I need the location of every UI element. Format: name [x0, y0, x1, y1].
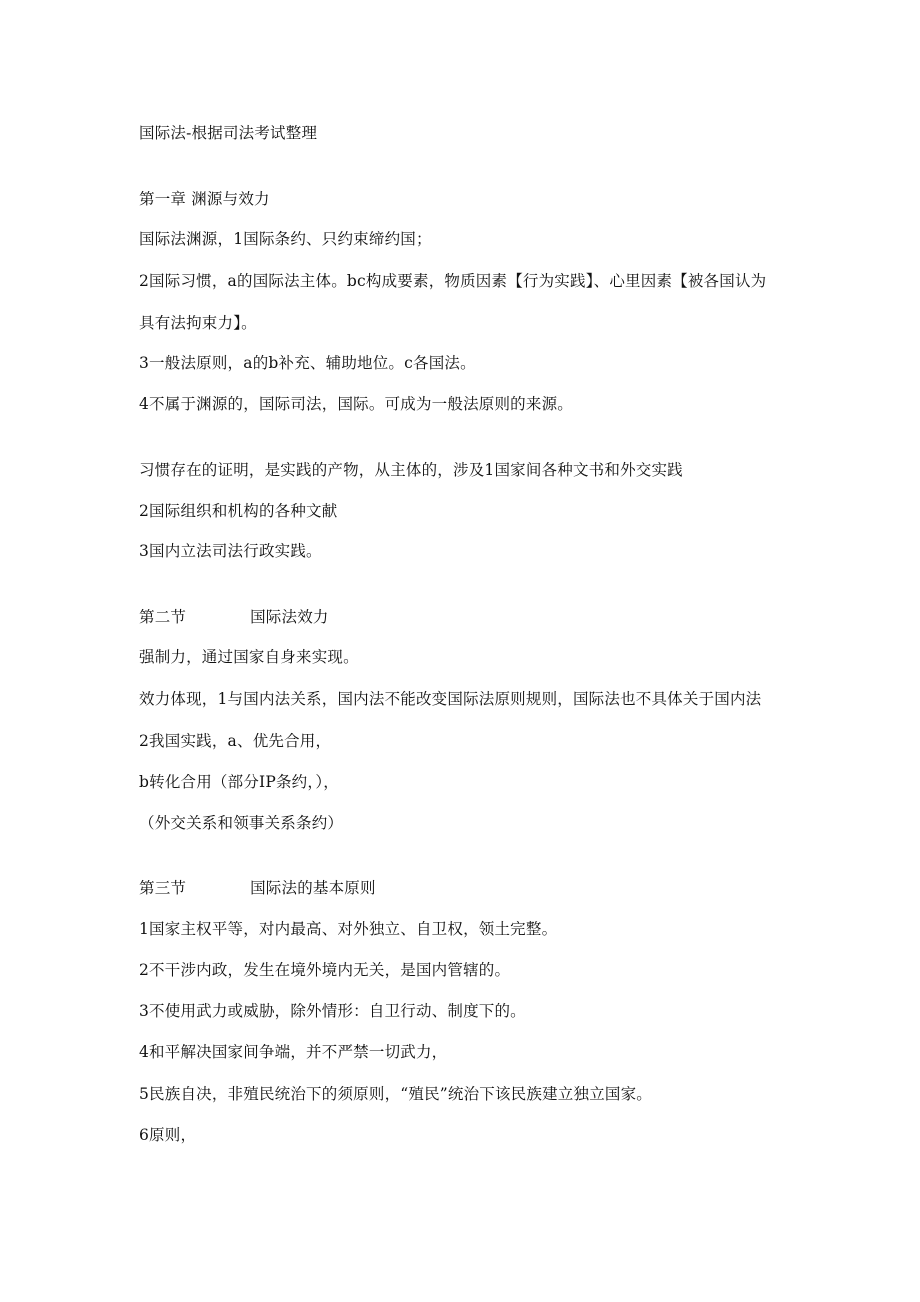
chapter-1-line-5: 4不属于渊源的，国际司法，国际。可成为一般法原则的来源。 [139, 395, 573, 413]
custom-evidence-line-3: 3国内立法司法行政实践。 [139, 542, 322, 560]
section-2-heading [139, 606, 329, 628]
section-3-line-4: 4和平解决国家间争端，并不严禁一切武力， [139, 1043, 448, 1061]
section-2-line-2: 效力体现，1与国内法关系，国内法不能改变国际法原则规则，国际法也不具体关于国内法 [139, 690, 762, 708]
section-2-label: 第二节 [139, 608, 187, 626]
chapter-1-line-3: 具有法拘束力】。 [139, 314, 257, 332]
section-3-line-1: 1国家主权平等，对内最高、对外独立、自卫权，领土完整。 [139, 920, 558, 938]
section-3-line-3: 3不使用武力或威胁，除外情形：自卫行动、制度下的。 [139, 1002, 526, 1020]
section-3-line-2: 2不干涉内政，发生在境外境内无关，是国内管辖的。 [139, 961, 511, 979]
chapter-1-line-4: 3一般法原则，a的b补充、辅助地位。c各国法。 [139, 354, 476, 372]
section-3-line-6: 6原则， [139, 1126, 197, 1144]
section-2-line-5: （外交关系和领事关系条约） [139, 814, 344, 832]
section-2-line-1: 强制力，通过国家自身来实现。 [139, 648, 359, 666]
section-2-line-3: 2我国实践，a、优先合用， [139, 732, 332, 750]
section-2-title: 国际法效力 [250, 608, 329, 626]
custom-evidence-line-2: 2国际组织和机构的各种文献 [139, 502, 338, 520]
chapter-1-heading: 第一章 渊源与效力 [139, 190, 270, 208]
chapter-1-line-2: 2国际习惯，a的国际法主体。bc构成要素，物质因素【行为实践】、心里因素【被各国认为 [139, 272, 767, 290]
section-3-line-5: 5民族自决，非殖民统治下的须原则，“殖民”统治下该民族建立独立国家。 [139, 1085, 653, 1103]
chapter-1-line-1: 国际法渊源，1国际条约、只约束缔约国； [139, 230, 432, 248]
document-title: 国际法-根据司法考试整理 [139, 124, 318, 142]
section-2-line-4: b转化合用（部分IP条约，）， [139, 773, 339, 791]
section-3-heading [139, 877, 376, 899]
section-3-title: 国际法的基本原则 [250, 879, 376, 897]
custom-evidence-line-1: 习惯存在的证明，是实践的产物，从主体的，涉及1国家间各种文书和外交实践 [139, 461, 683, 479]
section-3-label: 第三节 [139, 879, 187, 897]
